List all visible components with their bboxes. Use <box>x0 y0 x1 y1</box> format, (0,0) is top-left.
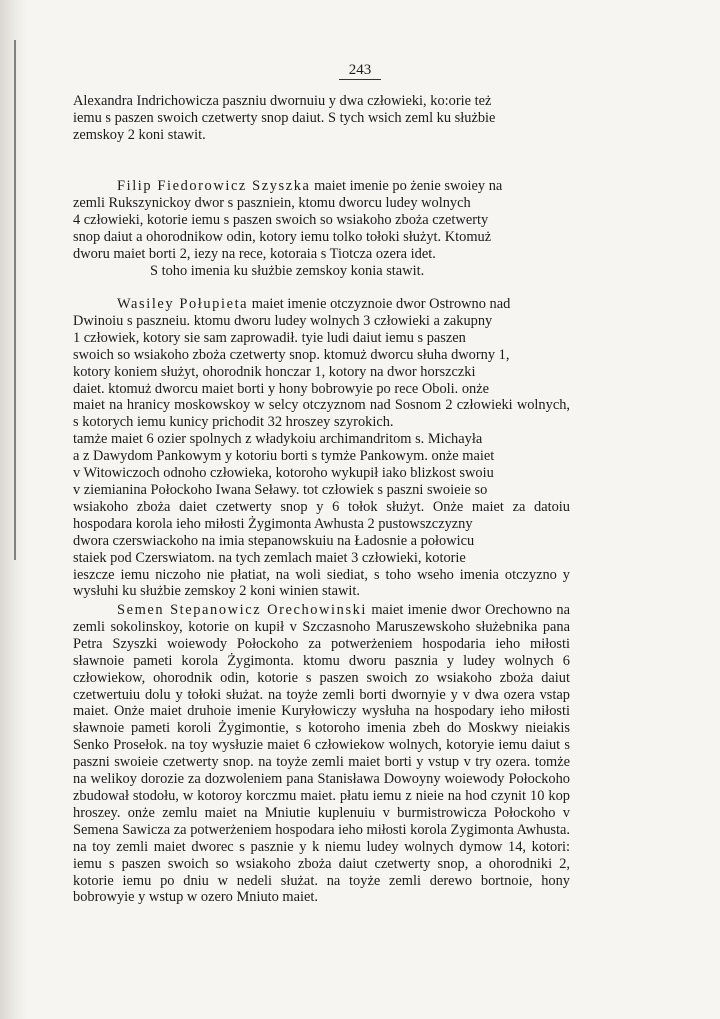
text-line: dwora czerswiackoho na imia stepanowskuiu na Ładosnie a połowicu <box>73 532 475 549</box>
text-line: v ziemianina Połockoho Iwana Seławy. tot człowiek s paszni swoieie so <box>73 481 488 498</box>
text-line <box>73 602 570 906</box>
text-line-closing: S toho imenia ku służbie zemskoy konia stawit. <box>150 262 425 279</box>
text-line <box>73 178 570 195</box>
paragraph-4 <box>73 602 570 906</box>
text-line: maiet na hranicy moskowskoy w selcy otczyznom nad Sosnom 2 człowieki wolnych, s kotorych iemu kunicy prichodit 32 hroszey szyrokich. <box>73 397 570 431</box>
text-line <box>73 296 570 313</box>
text-line: a z Dawydom Pankowym y kotoriu borti s tymże Pankowym. onże maiet <box>73 448 495 465</box>
person-name: Semen Stepanowicz Orechowinski <box>117 602 368 618</box>
person-name: Filip Fiedorowicz Szyszka <box>117 178 311 194</box>
text-line: wsiakoho zboża daiet czetwerty snop y 6 tołok służyt. Onże maiet za datoiu hospodara korola ieho miłosti Żygimonta Awhusta 2 pustowszczyzny <box>73 498 570 532</box>
text-line: staiek pod Czerswiatom. na tych zemlach maiet 3 człowieki, kotorie <box>73 549 466 566</box>
paragraph-1 <box>73 93 570 144</box>
text-line: kotory koniem służyt, ohorodnik honczar 1, kotory na dwor horszczki <box>73 363 476 380</box>
text-line: dworu maiet borti 2, iezy na rece, kotoraia s Tiotcza ozera idet. <box>73 245 436 262</box>
text-line: v Witowiczoch odnoho człowieka, kotoroho wykupił iako blizkost swoiu <box>73 465 494 482</box>
page-number <box>0 62 720 79</box>
paragraph-3 <box>73 296 570 600</box>
page-number-text: 243 <box>339 62 382 80</box>
text-line: snop daiut a ohorodnikow odin, kotory iemu tolko tołoki służyt. Ktomuż <box>73 228 492 245</box>
text-line: tamże maiet 6 ozier spolnych z władykoiu archimandritom s. Michayła <box>73 431 483 448</box>
text-body: maiet imenie dwor Orechowno na zemli sokolinskoy, kotorie on kupił v Szczasnoho Maruszewskoho służebnika pana Petra Szyszki woiewody Połockoho za potwerżeniem hospodaria ieho miłosti sławnoie pameti korola Żygimonta. ktomu dworu pasznia y ludey wolnych 6 człowiekow, ohorodnik odin, kotorie s paszen swoich zo wsiakoho zboża daiut czetwertuiu dolu y tołoki służat. na toyże zemli borti dwornyie y v dwa ozera vstap maiet. Onże maiet druhoie imenie Kuryłowiczy wysłuha na hospodary ieho miłosti sławnoie pameti koroli Żygimontie, s kotoroho imenia zbeh do Moskwy nieiakis Senko Prosełok. na toy wysłuzie maiet 6 człowiekow wolnych, kotoryie iemu daiut s paszni swoieie czetwerty snop. na toyże zemli maiet borti y vstup v try ozera. tomże na welikoy dorozie za dozwoleniem pana Stanisława Dowoyny woiewody Połockoho zbudował stodołu, w kotoroy korczmu maiet. płatu iemu z nieie na hod czynit 10 kop hroszey. onże zemlu maiet na Mniutie kuplenuiu v burmistrowicza Połockoho v Semena Sawicza za potwerżeniem hospodara ieho miłosti korola Zygimonta Awhusta. na toy zemli maiet dworec s pasznie y k niemu ludey wolnych dymow 14, kotori: iemu s paszen swoich so wsiakoho zboża daiut czetwerty snop, a ohorodniki 2, kotorie iemu po dniu w nedeli służat. na toyże zemli derewo bortnoie, hony bobrowyie y wstup w ozero Mniuto maiet. <box>73 602 570 906</box>
text-line: 1 człowiek, kotory sie sam zaprowadił. tyie ludi daiut iemu s paszen <box>73 329 466 346</box>
text-line: 4 człowieki, kotorie iemu s paszen swoich so wsiakoho zboża czetwerty <box>73 211 489 228</box>
text-line: iemu s paszen swoich czetwerty snop daiut. S tych wsich zeml ku służbie <box>73 109 496 126</box>
text-line: zemli Rukszynickoy dwor s paszniein, ktomu dworcu ludey wolnych <box>73 194 471 211</box>
person-name: Wasiley Połupieta <box>117 296 249 312</box>
text-line: Dwinoiu s paszneiu. ktomu dworu ludey wolnych 3 człowieki a zakupny <box>73 312 493 329</box>
text-lead: maiet imenie po żenie swoiey na <box>314 178 503 194</box>
margin-mark <box>14 40 16 560</box>
paragraph-2 <box>73 178 570 279</box>
text-line: swoich so wsiakoho zboża czetwerty snop. ktomuż dworcu słuha dworny 1, <box>73 346 510 363</box>
text-line: Alexandra Indrichowicza paszniu dwornuiu y dwa człowieki, ko:orie też <box>73 93 492 109</box>
text-line: daiet. ktomuż dworcu maiet borti y hony bobrowyie po rece Oboli. onże <box>73 380 490 397</box>
text-line: ieszcze iemu niczoho nie płatiat, na woli siediat, s toho wseho imenia otczyzno y wysłuhi ku służbie zemskoy 2 koni winien stawit. <box>73 566 570 600</box>
text-lead: maiet imenie otczyznoie dwor Ostrowno nad <box>251 296 511 312</box>
text-line: zemskoy 2 koni stawit. <box>73 126 206 143</box>
